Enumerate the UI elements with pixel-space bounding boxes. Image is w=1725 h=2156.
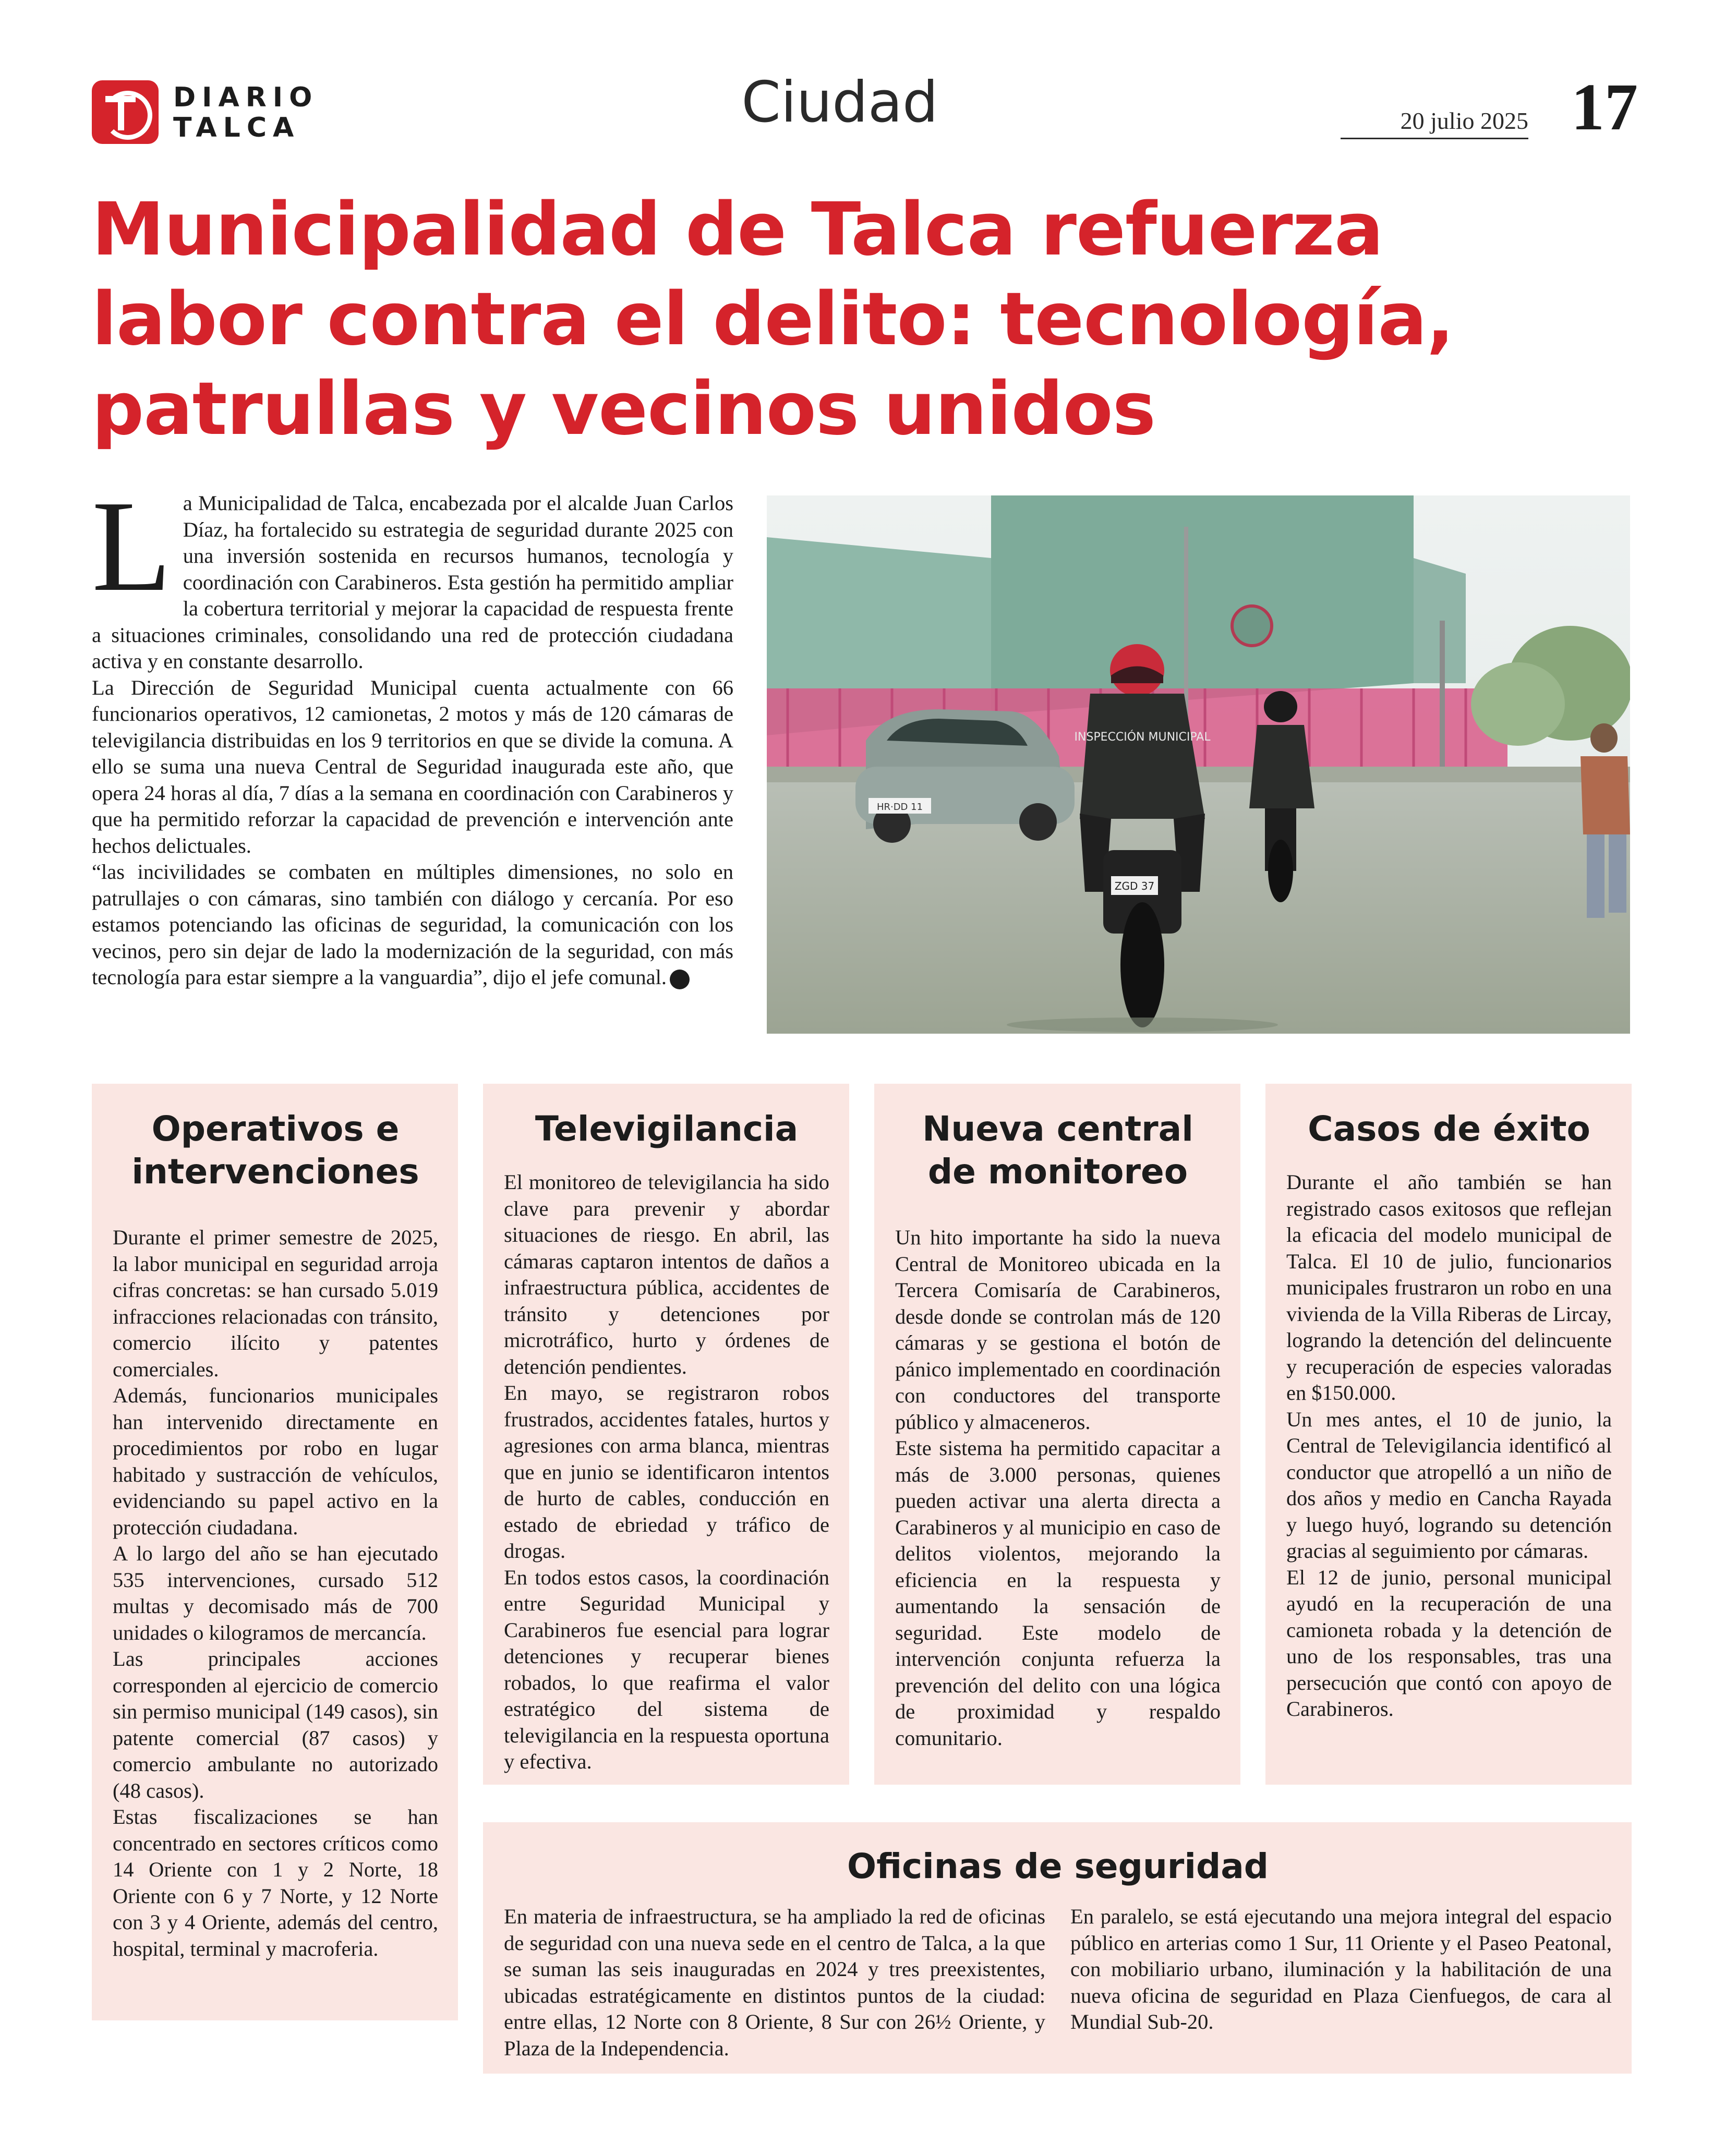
motorcycle-plate-text: ZGD 37 <box>1114 880 1155 892</box>
box-televigilancia <box>483 1084 849 1785</box>
headline-line-2: labor contra el delito: tecnología, <box>92 277 1454 362</box>
box-oficinas-seguridad <box>483 1822 1632 2074</box>
section-name: Ciudad <box>741 70 938 135</box>
box-operativos-paragraph-5: Estas fiscalizaciones se han concentrado en sectores críticos como 14 Oriente con 1 y 2 Norte, 18 Oriente con 6 y 7 Norte, y 12 Norte con 3 y 4 Oriente, además del centro, hospital, terminal y macroferia. <box>113 1805 438 1960</box>
box-casos-paragraph-2: Un mes antes, el 10 de junio, la Central de Televigilancia identificó al conductor que atropelló a un niño de dos años y medio en Cancha Rayada y luego huyó, logrando su detención gracias al seguimiento por cámaras. <box>1286 1407 1612 1563</box>
box-casos-body <box>1286 1169 1612 1723</box>
box-televigilancia-body <box>504 1169 829 1775</box>
box-operativos <box>92 1084 458 2020</box>
box-central-paragraph-2: Este sistema ha permitido capacitar a más de 3.000 personas, quienes pueden activar una alerta directa a Carabineros y al municipio en caso de delitos violentos, mejorando la eficiencia en la respuesta y aumentando la sensación de seguridad. Este modelo de intervención conjunta refuerza la prevención del delito con una lógica de proximidad y respaldo comunitario. <box>895 1436 1221 1750</box>
article-photo <box>767 495 1630 1034</box>
box-televigilancia-paragraph-3: En todos estos casos, la coordinación entre Seguridad Municipal y Carabineros fue esencial para lograr detenciones y recuperar bienes robados, lo que reafirma el valor estratégico del sistema de televigilancia en la respuesta oportuna y efectiva. <box>504 1565 829 1773</box>
headline <box>92 185 1605 454</box>
box-oficinas-title: Oficinas de seguridad <box>847 1846 1269 1886</box>
box-central-body <box>895 1225 1221 1751</box>
headline-line-1: Municipalidad de Talca refuerza <box>92 187 1383 272</box>
box-casos-paragraph-1: Durante el año también se han registrado casos exitosos que reflejan la eficacia del modelo municipal de Talca. El 10 de julio, funcionarios municipales frustraron un robo en una vivienda de la Villa Riberas de Lircay, logrando la detención del delincuente y recuperación de especies valoradas en $150.000. <box>1286 1170 1612 1404</box>
logo-mark-icon <box>92 80 159 144</box>
logo-line-1: DIARIO <box>173 82 319 113</box>
issue-date: 20 julio 2025 <box>1341 107 1528 139</box>
intro-paragraph-1: a Municipalidad de Talca, encabezada por el alcalde Juan Carlos Díaz, ha fortalecido su estrategia de seguridad durante 2025 con una inversión sostenida en recursos humanos, tecnología y coordinación con Carabineros. Esta gestión ha permitido ampliar la cobertura territorial y mejorar la capacidad de respuesta frente a situaciones criminales, consolidando una red de protección ciudadana activa y en constante desarrollo. <box>92 491 733 673</box>
box-operativos-paragraph-4: Las principales acciones corresponden al ejercicio de comercio sin permiso municipal (149 casos), sin patente comercial (87 casos) y comercio ambulante no autorizado (48 casos). <box>113 1647 438 1802</box>
box-televigilancia-title: Televigilancia <box>535 1109 799 1149</box>
box-central-title: Nueva central de monitoreo <box>922 1109 1193 1192</box>
box-operativos-paragraph-2: Además, funcionarios municipales han intervenido directamente en procedimientos por robo en lugar habitado y sustracción de vehículos, evidenciando su papel activo en la protección ciudadana. <box>113 1384 438 1539</box>
intro-paragraph-2: La Dirección de Seguridad Municipal cuenta actualmente con 66 funcionarios operativos, 12 camionetas, 2 motos y más de 120 cámaras de televigilancia distribuidas en los 9 territorios en que se divide la comuna. A ello se suma una nueva Central de Seguridad inaugurada este año, que opera 24 horas al día, 7 días a la semana en coordinación con Carabineros y que ha permitido reforzar la capacidad de prevención e intervención ante hechos delictuales. <box>92 675 733 857</box>
box-televigilancia-paragraph-2: En mayo, se registraron robos frustrados, accidentes fatales, hurtos y agresiones con arma blanca, mientras que en junio se identificaron intentos de hurto de cables, conducción en estado de ebriedad y tráfico de drogas. <box>504 1381 829 1563</box>
vest-text: INSPECCIÓN MUNICIPAL <box>1074 731 1211 744</box>
diario-talca-logo <box>92 78 321 147</box>
box-oficinas-paragraph-2: En paralelo, se está ejecutando una mejora integral del espacio público en arterias como 1 Sur, 11 Oriente y el Paseo Peatonal, con mobiliario urbano, iluminación y la habilitación de una nueva oficina de seguridad en Plaza Cienfuegos, de cara al Mundial Sub-20. <box>1070 1905 1612 2033</box>
headline-line-3: patrullas y vecinos unidos <box>92 367 1155 452</box>
box-central-monitoreo <box>874 1084 1240 1785</box>
box-operativos-title: Operativos e intervenciones <box>131 1109 419 1192</box>
box-oficinas-body <box>504 1904 1612 2062</box>
logo-line-2: TALCA <box>173 112 300 143</box>
drop-cap: L <box>92 474 172 619</box>
intro-article <box>92 474 733 991</box>
box-operativos-body <box>113 1225 438 1962</box>
box-casos-paragraph-3: El 12 de junio, personal municipal ayudó en la recuperación de una camioneta robada y la detención de uno de los responsables, tras una persecución que contó con apoyo de Carabineros. <box>1286 1565 1612 1721</box>
logo-wordmark <box>173 82 318 143</box>
box-casos-title: Casos de éxito <box>1308 1109 1590 1149</box>
page-number: 17 <box>1571 70 1638 144</box>
car-plate-text: HR·DD 11 <box>876 802 923 813</box>
intro-quote: “las incivilidades se combaten en múltiples dimensiones, no solo en patrullajes o con cámaras, sino también con diálogo y cercanía. Por eso estamos potenciando las oficinas de seguridad, la comunicación con los vecinos, pero sin dejar de lado la modernización de la seguridad, con más tecnología para estar siempre a la vanguardia”, dijo el jefe comunal. <box>92 860 733 989</box>
end-of-article-dot-icon <box>670 970 690 989</box>
box-central-paragraph-1: Un hito importante ha sido la nueva Central de Monitoreo ubicada en la Tercera Comisaría de Carabineros, desde donde se controlan más de 120 cámaras y se gestiona el botón de pánico implementado en coordinación con conductores del transporte público y almaceneros. <box>895 1226 1221 1434</box>
box-operativos-paragraph-3: A lo largo del año se han ejecutado 535 intervenciones, cursado 512 multas y decomisado más de 700 unidades o kilogramos de mercancía. <box>113 1542 438 1644</box>
box-televigilancia-paragraph-1: El monitoreo de televigilancia ha sido clave para prevenir y abordar situaciones de riesgo. En abril, las cámaras captaron intentos de daños a infraestructura pública, accidentes de tránsito y detenciones por microtráfico, hurto y órdenes de detención pendientes. <box>504 1170 829 1378</box>
box-oficinas-paragraph-1: En materia de infraestructura, se ha ampliado la red de oficinas de seguridad con una nueva sede en el centro de Talca, a la que se suman las seis inauguradas en 2024 y tres preexistentes, ubicadas estratégicamente en distintos puntos de la ciudad: entre ellas, 12 Norte con 8 Oriente, 8 Sur con 26½ Oriente, y Plaza de la Independencia. <box>504 1905 1045 2060</box>
box-casos-exito <box>1265 1084 1632 1785</box>
motorcycle-patrol-illustration <box>767 495 1630 1034</box>
intro-paragraph-3 <box>92 859 733 991</box>
box-operativos-paragraph-1: Durante el primer semestre de 2025, la labor municipal en seguridad arroja cifras concretas: se han cursado 5.019 infracciones relacionadas con tránsito, comercio ilícito y patentes comerciales. <box>113 1226 438 1381</box>
